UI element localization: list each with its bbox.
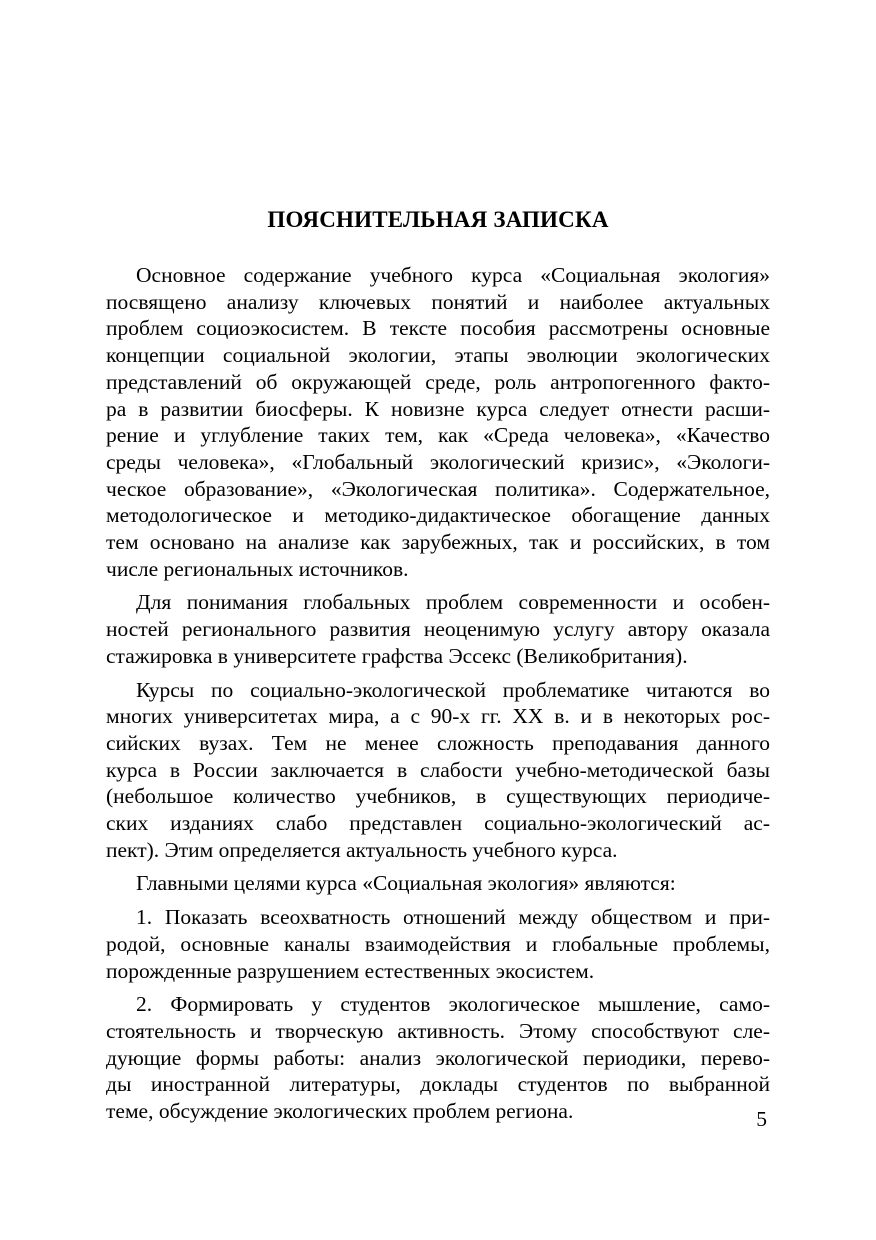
paragraph bbox=[106, 589, 770, 669]
text-line: сийских вузах. Тем не менее сложность преподавания данного bbox=[106, 730, 770, 755]
text-line: представлений об окружающей среде, роль антропогенного факто- bbox=[106, 369, 770, 394]
text-line: теме, обсуждение экологических проблем региона. bbox=[106, 1099, 574, 1124]
paragraph bbox=[106, 677, 770, 864]
text-line: многих университетах мира, а с 90-х гг. XX в. и в некоторых рос- bbox=[106, 704, 770, 729]
text-line: Курсы по социально-экологической проблематике читаются во bbox=[136, 677, 770, 702]
text-line: ра в развитии биосферы. К новизне курса следует отнести расши- bbox=[106, 396, 770, 421]
text-line: методологическое и методико-дидактическое обогащение данных bbox=[106, 503, 770, 528]
text-line: стажировка в университете графства Эссекс (Великобритания). bbox=[106, 643, 688, 668]
paragraph bbox=[106, 904, 770, 984]
text-line: родой, основные каналы взаимодействия и глобальные проблемы, bbox=[106, 931, 770, 956]
text-line: посвящено анализу ключевых понятий и наиболее актуальных bbox=[106, 289, 770, 314]
text-line: порожденные разрушением естественных экосистем. bbox=[106, 958, 595, 983]
text-line: 2. Формировать у студентов экологическое мышление, само- bbox=[136, 992, 770, 1017]
text-line: проблем социоэкосистем. В тексте пособия рассмотрены основные bbox=[106, 316, 770, 341]
text-line: рение и углубление таких тем, как «Среда человека», «Качество bbox=[106, 423, 770, 448]
text-line: ческое образование», «Экологическая политика». Содержательное, bbox=[106, 476, 770, 501]
paragraph bbox=[106, 991, 770, 1125]
page-title: ПОЯСНИТЕЛЬНАЯ ЗАПИСКА bbox=[267, 207, 609, 232]
text-line: (небольшое количество учебников, в существующих периодиче- bbox=[106, 784, 770, 809]
text-line: ских изданиях слабо представлен социально-экологический ас- bbox=[106, 811, 770, 836]
text-line: ностей регионального развития неоценимую услугу автору оказала bbox=[106, 617, 770, 642]
text-line: пект). Этим определяется актуальность учебного курса. bbox=[106, 837, 618, 862]
page-number: 5 bbox=[756, 1107, 767, 1131]
text-line: тем основано на анализе как зарубежных, так и российских, в том bbox=[106, 530, 770, 555]
text-line: Основное содержание учебного курса «Социальная экология» bbox=[136, 263, 770, 287]
text-line: концепции социальной экологии, этапы эволюции экологических bbox=[106, 343, 770, 368]
text-line: числе региональных источников. bbox=[106, 556, 409, 581]
document-body bbox=[106, 262, 770, 1132]
text-line: Для понимания глобальных проблем современности и особен- bbox=[136, 590, 770, 615]
text-line: дующие формы работы: анализ экологической периодики, перево- bbox=[106, 1045, 770, 1070]
text-line: курса в России заключается в слабости учебно-методической базы bbox=[106, 757, 770, 782]
text-line: среды человека», «Глобальный экологический кризис», «Экологи- bbox=[106, 449, 770, 474]
text-line: ды иностранной литературы, доклады студентов по выбранной bbox=[106, 1072, 770, 1097]
text-line: Главными целями курса «Социальная экология» являются: bbox=[136, 871, 676, 896]
paragraph bbox=[106, 870, 770, 897]
text-line: стоятельность и творческую активность. Этому способствуют сле- bbox=[106, 1018, 770, 1043]
text-line: 1. Показать всеохватность отношений между обществом и при- bbox=[136, 905, 770, 930]
paragraph bbox=[106, 262, 770, 582]
